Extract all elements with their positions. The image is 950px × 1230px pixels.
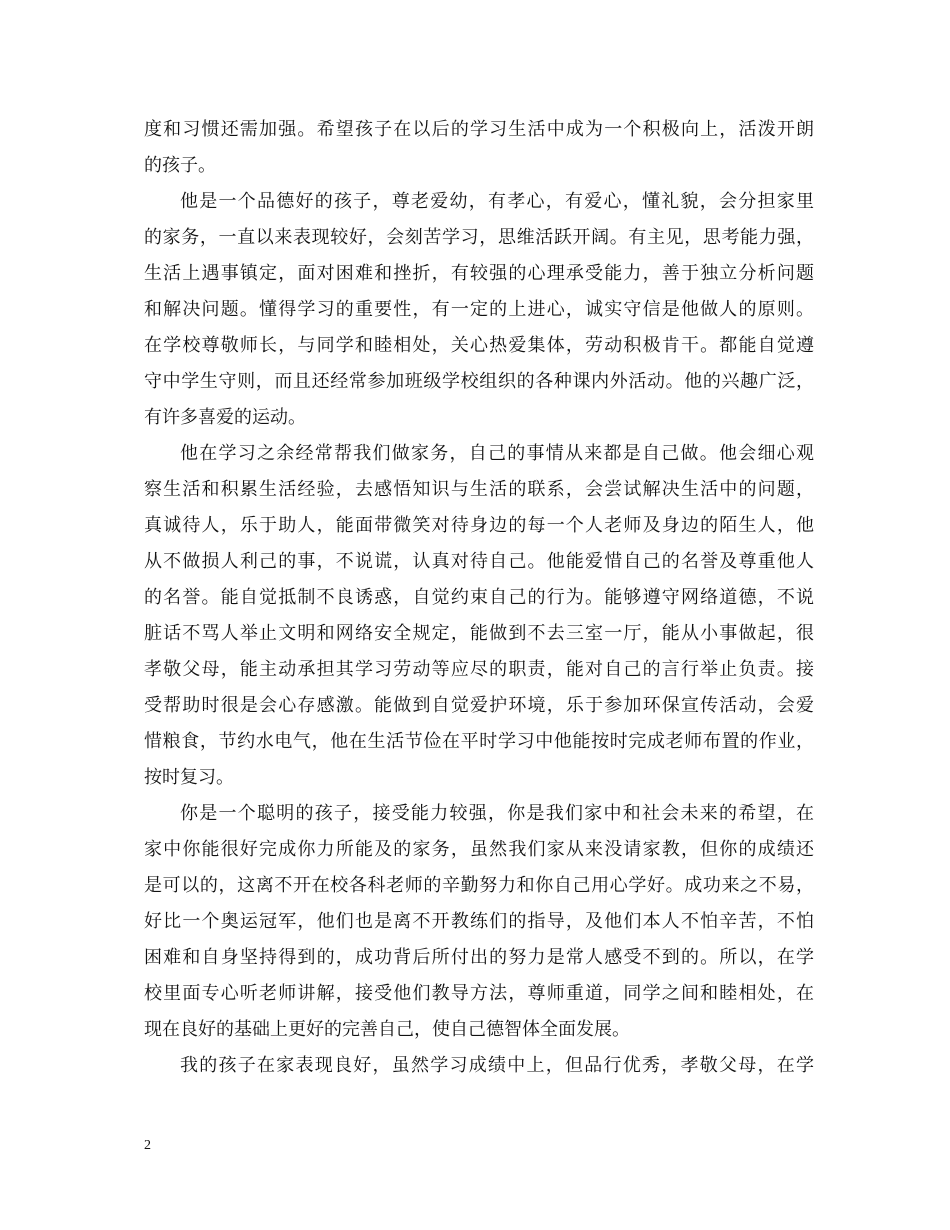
text-line: 守中学生守则，而且还经常参加班级学校组织的各种课内外活动。他的兴趣广泛，	[144, 371, 814, 392]
text-line: 孝敬父母，能主动承担其学习劳动等应尽的职责，能对自己的言行举止负责。接	[144, 659, 814, 680]
text-line: 好比一个奥运冠军，他们也是离不开教练们的指导，及他们本人不怕辛苦，不怕	[144, 911, 814, 932]
text-line: 按时复习。	[144, 767, 234, 788]
text-line: 惜粮食，节约水电气，他在生活节俭在平时学习中他能按时完成老师布置的作业，	[144, 731, 814, 752]
text-line: 度和习惯还需加强。希望孩子在以后的学习生活中成为一个积极向上，活泼开朗	[144, 119, 814, 140]
text-line: 我的孩子在家表现良好，虽然学习成绩中上，但品行优秀，孝敬父母，在学	[180, 1055, 814, 1076]
text-line: 受帮助时很是会心存感激。能做到自觉爱护环境，乐于参加环保宣传活动，会爱	[144, 695, 814, 716]
text-line: 的名誉。能自觉抵制不良诱惑，自觉约束自己的行为。能够遵守网络道德，不说	[144, 587, 814, 608]
text-line: 真诚待人，乐于助人，能面带微笑对待身边的每一个人老师及身边的陌生人，他	[144, 515, 814, 536]
text-line: 校里面专心听老师讲解，接受他们教导方法，尊师重道，同学之间和睦相处，在	[144, 983, 814, 1004]
text-line: 家中你能很好完成你力所能及的家务，虽然我们家从来没请家教，但你的成绩还	[144, 839, 814, 860]
body-text	[144, 112, 814, 1084]
text-line: 从不做损人利己的事，不说谎，认真对待自己。他能爱惜自己的名誉及尊重他人	[144, 551, 814, 572]
text-line: 是可以的，这离不开在校各科老师的辛勤努力和你自己用心学好。成功来之不易，	[144, 875, 814, 896]
text-line: 有许多喜爱的运动。	[144, 407, 306, 428]
text-line: 的孩子。	[144, 155, 216, 176]
page-number: 2	[144, 1138, 151, 1153]
text-line: 困难和自身坚持得到的，成功背后所付出的努力是常人感受不到的。所以，在学	[144, 947, 814, 968]
text-line: 的家务，一直以来表现较好，会刻苦学习，思维活跃开阔。有主见，思考能力强，	[144, 227, 814, 248]
text-line: 脏话不骂人举止文明和网络安全规定，能做到不去三室一厅，能从小事做起，很	[144, 623, 814, 644]
text-line: 生活上遇事镇定，面对困难和挫折，有较强的心理承受能力，善于独立分析问题	[144, 263, 814, 284]
text-line: 你是一个聪明的孩子，接受能力较强，你是我们家中和社会未来的希望，在	[180, 803, 814, 824]
text-line: 现在良好的基础上更好的完善自己，使自己德智体全面发展。	[144, 1019, 630, 1040]
text-line: 在学校尊敬师长，与同学和睦相处，关心热爱集体，劳动积极肯干。都能自觉遵	[144, 335, 814, 356]
text-line: 和解决问题。懂得学习的重要性，有一定的上进心，诚实守信是他做人的原则。	[144, 299, 814, 320]
text-line: 察生活和积累生活经验，去感悟知识与生活的联系，会尝试解决生活中的问题，	[144, 479, 814, 500]
text-line: 他是一个品德好的孩子，尊老爱幼，有孝心，有爱心，懂礼貌，会分担家里	[180, 191, 814, 212]
text-line: 他在学习之余经常帮我们做家务，自己的事情从来都是自己做。他会细心观	[180, 443, 814, 464]
